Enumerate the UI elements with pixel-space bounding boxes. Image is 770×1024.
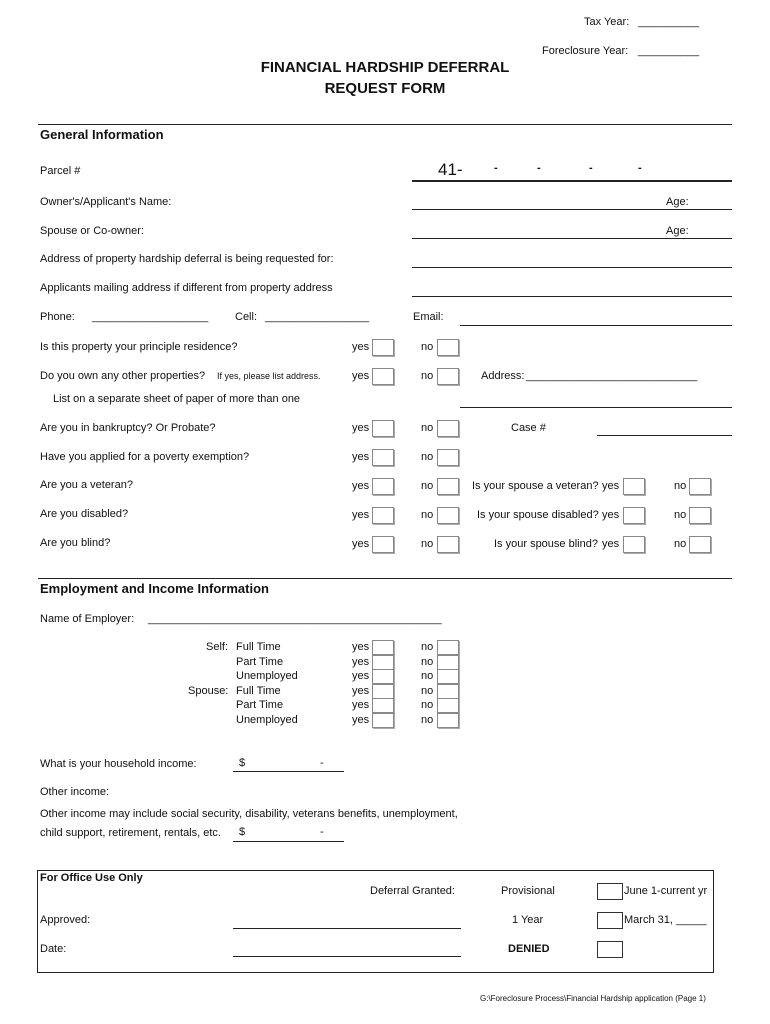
owner-name-field[interactable] (412, 209, 732, 210)
date-field[interactable] (233, 956, 461, 957)
employer-field[interactable]: ________________________________________________ (148, 613, 442, 625)
spouse-parttime-no-checkbox[interactable] (437, 698, 459, 713)
other-properties-note: If yes, please list address. (217, 371, 321, 381)
spouse-veteran-question: Is your spouse a veteran? (472, 480, 599, 492)
yes-label: yes (352, 699, 370, 711)
other-address-label: Address: (481, 370, 525, 382)
property-address-label: Address of property hardship deferral is being requested for: (40, 253, 334, 265)
deferral-granted-label: Deferral Granted: (370, 885, 455, 897)
blind-yes-checkbox[interactable] (372, 536, 394, 553)
other-dash: - (320, 826, 324, 838)
status-label: Part Time (236, 656, 284, 668)
mailing-address-field[interactable] (412, 296, 732, 297)
yes-label: yes (352, 341, 370, 353)
employer-label: Name of Employer: (40, 613, 135, 625)
spouse-fulltime-no-checkbox[interactable] (437, 684, 459, 699)
household-dash: - (320, 757, 324, 769)
spouse-employment-label: Spouse: (188, 685, 229, 697)
employment-section-title: Employment and Income Information (40, 581, 269, 596)
no-label: no (421, 422, 434, 434)
other-properties-question: Do you own any other properties? (40, 370, 206, 382)
spouse-veteran-no-checkbox[interactable] (689, 478, 711, 495)
spouse-fulltime-yes-checkbox[interactable] (372, 684, 394, 699)
no-label: no (674, 509, 687, 521)
household-income-field[interactable] (233, 771, 344, 772)
self-fulltime-yes-checkbox[interactable] (372, 640, 394, 655)
form-title-line1: FINANCIAL HARDSHIP DEFERRAL (260, 59, 510, 76)
spouse-disabled-no-checkbox[interactable] (689, 507, 711, 524)
household-income-label: What is your household income: (40, 758, 197, 770)
parcel-prefix: 41- (438, 160, 463, 179)
property-address-field[interactable] (412, 267, 732, 268)
self-fulltime-no-checkbox[interactable] (437, 640, 459, 655)
yes-label: yes (352, 641, 370, 653)
principal-residence-question: Is this property your principle residence? (40, 341, 238, 353)
other-dollar-sign: $ (239, 826, 246, 838)
email-label: Email: (413, 311, 444, 323)
yes-label: yes (352, 685, 370, 697)
parcel-dash: - (638, 162, 642, 174)
disabled-yes-checkbox[interactable] (372, 507, 394, 524)
email-field[interactable] (460, 325, 732, 326)
status-label: Part Time (236, 699, 284, 711)
veteran-no-checkbox[interactable] (437, 478, 459, 495)
march-label: March 31, _____ (624, 914, 707, 926)
parcel-field[interactable] (412, 180, 732, 182)
household-dollar-sign: $ (239, 757, 246, 769)
denied-label: DENIED (508, 943, 550, 955)
phone-label: Phone: (40, 311, 75, 323)
spouse-label: Spouse or Co-owner: (40, 225, 144, 237)
self-unemployed-yes-checkbox[interactable] (372, 669, 394, 684)
spouse-disabled-question: Is your spouse disabled? (477, 509, 599, 521)
status-label: Full Time (236, 641, 281, 653)
no-label: no (674, 538, 687, 550)
spouse-age-label: Age: (666, 225, 689, 237)
poverty-yes-checkbox[interactable] (372, 449, 394, 466)
yes-label: yes (352, 714, 370, 726)
one-year-label: 1 Year (512, 914, 544, 926)
principal-yes-checkbox[interactable] (372, 339, 394, 356)
disabled-question: Are you disabled? (40, 508, 129, 520)
no-label: no (421, 370, 434, 382)
yes-label: yes (352, 538, 370, 550)
foreclosure-year-label: Foreclosure Year: (542, 45, 629, 57)
tax-year-field[interactable]: __________ (638, 16, 700, 28)
spouse-unemployed-no-checkbox[interactable] (437, 713, 459, 728)
section-divider (38, 578, 732, 579)
no-label: no (421, 509, 434, 521)
spouse-disabled-yes-checkbox[interactable] (623, 507, 645, 524)
bankruptcy-yes-checkbox[interactable] (372, 420, 394, 437)
other-income-description: Other income may include social security, disability, veterans benefits, unemployment, (40, 808, 458, 820)
general-section-title: General Information (40, 127, 164, 142)
poverty-question: Have you applied for a poverty exemption? (40, 451, 250, 463)
approved-field[interactable] (233, 928, 461, 929)
blind-question: Are you blind? (40, 537, 111, 549)
no-label: no (421, 699, 434, 711)
parcel-label: Parcel # (40, 165, 81, 177)
yes-label: yes (352, 451, 370, 463)
no-label: no (421, 670, 434, 682)
spouse-unemployed-yes-checkbox[interactable] (372, 713, 394, 728)
blind-no-checkbox[interactable] (437, 536, 459, 553)
no-label: no (421, 641, 434, 653)
other-income-label: Other income: (40, 786, 110, 798)
phone-field[interactable]: ___________________ (92, 311, 209, 323)
footer-path: G:\Foreclosure Process\Financial Hardship application (Page 1) (480, 994, 706, 1003)
no-label: no (421, 480, 434, 492)
other-address-field[interactable]: ____________________________ (526, 370, 698, 382)
bankruptcy-question: Are you in bankruptcy? Or Probate? (40, 422, 216, 434)
no-label: no (421, 685, 434, 697)
other-income-field[interactable] (233, 841, 344, 842)
foreclosure-year-field[interactable]: __________ (638, 45, 700, 57)
tax-year-label: Tax Year: (584, 16, 630, 28)
poverty-no-checkbox[interactable] (437, 449, 459, 466)
parcel-dash: - (537, 162, 541, 174)
case-number-field[interactable] (597, 435, 732, 436)
status-label: Unemployed (236, 670, 298, 682)
spouse-blind-no-checkbox[interactable] (689, 536, 711, 553)
owner-age-label: Age: (666, 196, 689, 208)
provisional-checkbox[interactable] (597, 883, 623, 900)
yes-label: yes (352, 480, 370, 492)
form-title-line2: REQUEST FORM (324, 80, 446, 97)
veteran-yes-checkbox[interactable] (372, 478, 394, 495)
yes-label: yes (602, 480, 620, 492)
principal-no-checkbox[interactable] (437, 339, 459, 356)
spouse-veteran-yes-checkbox[interactable] (623, 478, 645, 495)
yes-label: yes (352, 670, 370, 682)
status-label: Unemployed (236, 714, 298, 726)
office-use-title: For Office Use Only (40, 872, 143, 884)
cell-field[interactable]: _________________ (265, 311, 370, 323)
other-properties-no-checkbox[interactable] (437, 368, 459, 385)
no-label: no (421, 656, 434, 668)
no-label: no (674, 480, 687, 492)
june-label: June 1-current yr (624, 885, 708, 897)
bankruptcy-no-checkbox[interactable] (437, 420, 459, 437)
veteran-question: Are you a veteran? (40, 479, 133, 491)
status-label: Full Time (236, 685, 281, 697)
section-divider (38, 124, 732, 125)
yes-label: yes (352, 370, 370, 382)
mailing-address-label: Applicants mailing address if different from property address (40, 282, 333, 294)
other-properties-yes-checkbox[interactable] (372, 368, 394, 385)
spouse-blind-yes-checkbox[interactable] (623, 536, 645, 553)
self-parttime-yes-checkbox[interactable] (372, 655, 394, 670)
spouse-blind-question: Is your spouse blind? (494, 538, 598, 550)
cell-label: Cell: (235, 311, 258, 323)
owner-name-label: Owner's/Applicant's Name: (40, 196, 172, 208)
yes-label: yes (352, 656, 370, 668)
no-label: no (421, 538, 434, 550)
other-income-description-2: child support, retirement, rentals, etc. (40, 827, 221, 839)
denied-checkbox[interactable] (597, 941, 623, 958)
no-label: no (421, 451, 434, 463)
approved-label: Approved: (40, 914, 91, 926)
disabled-no-checkbox[interactable] (437, 507, 459, 524)
parcel-dash: - (589, 162, 593, 174)
no-label: no (421, 341, 434, 353)
date-label: Date: (40, 943, 67, 955)
yes-label: yes (602, 509, 620, 521)
additional-address-field[interactable] (460, 407, 732, 408)
self-parttime-no-checkbox[interactable] (437, 655, 459, 670)
separate-sheet-note: List on a separate sheet of paper of more than one (53, 393, 301, 405)
yes-label: yes (352, 422, 370, 434)
spouse-field[interactable] (412, 238, 732, 239)
one-year-checkbox[interactable] (597, 912, 623, 929)
no-label: no (421, 714, 434, 726)
provisional-label: Provisional (501, 885, 555, 897)
parcel-dash: - (494, 162, 498, 174)
self-unemployed-no-checkbox[interactable] (437, 669, 459, 684)
yes-label: yes (602, 538, 620, 550)
spouse-parttime-yes-checkbox[interactable] (372, 698, 394, 713)
yes-label: yes (352, 509, 370, 521)
self-label: Self: (206, 641, 229, 653)
case-number-label: Case # (511, 422, 546, 434)
